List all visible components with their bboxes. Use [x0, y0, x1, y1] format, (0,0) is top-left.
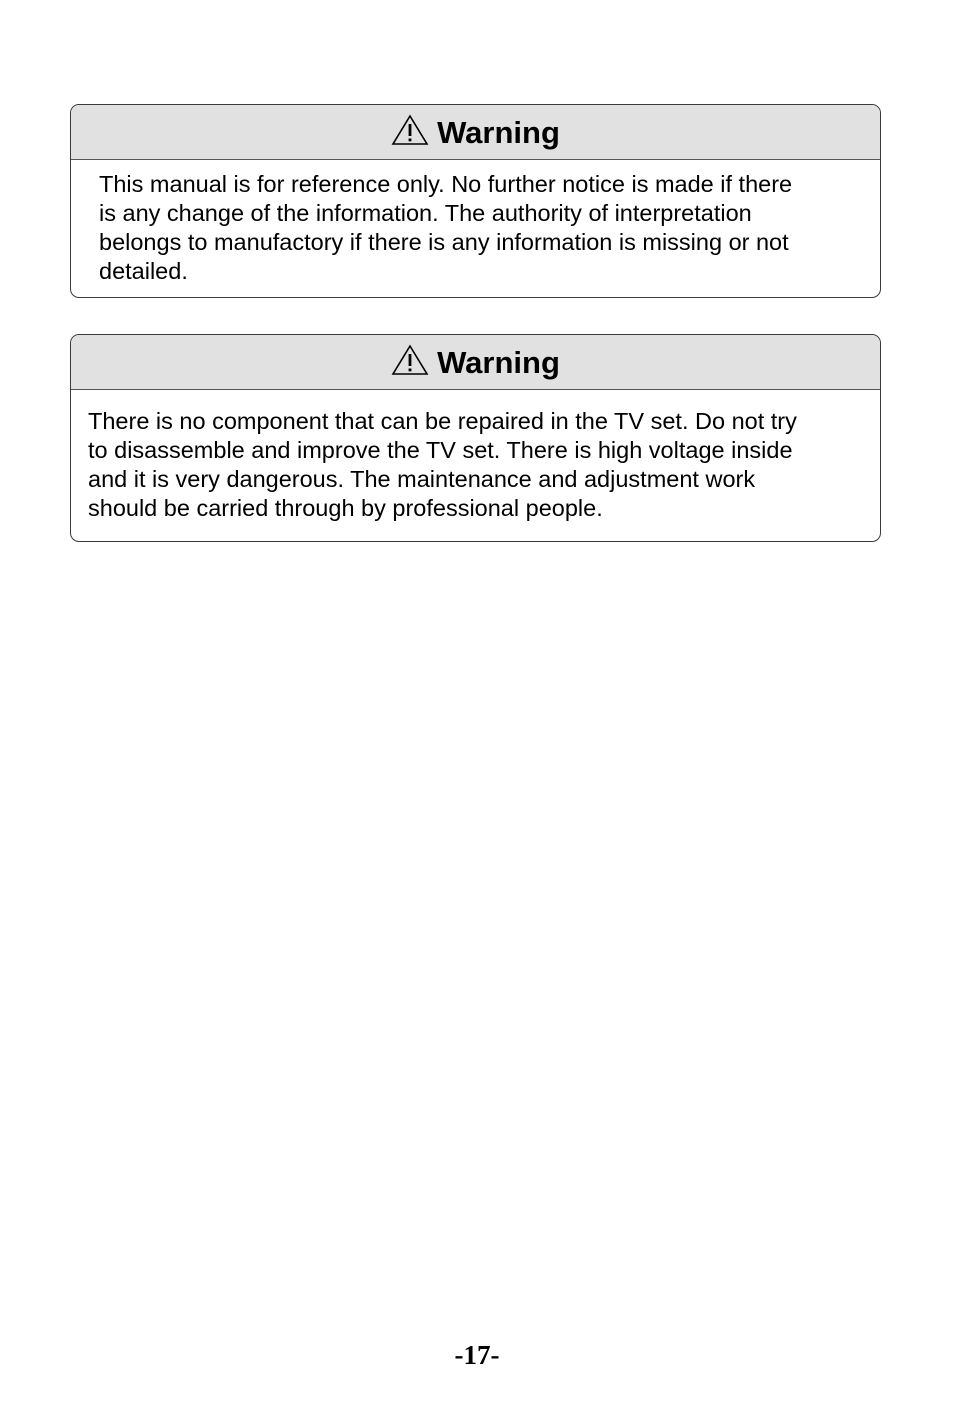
warning-text: There is no component that can be repaired in the TV set. Do not try to disassemble and improve the TV set. There is high voltage inside and it is very dangerous. The maintenance and adjustment work should be carried through by professional people. [88, 408, 797, 521]
warning-box-manual-notice [70, 104, 881, 298]
warning-triangle-icon [391, 344, 429, 376]
warning-title: Warning [437, 344, 560, 380]
warning-header [71, 105, 880, 160]
warning-text: This manual is for reference only. No further notice is made if there is any change of the information. The authority of interpretation belongs to manufactory if there is any information is missing or not detailed. [99, 171, 793, 284]
warning-box-high-voltage [70, 334, 881, 542]
warning-triangle-icon [391, 114, 429, 146]
warning-header [71, 335, 880, 390]
warning-title: Warning [437, 114, 560, 150]
page-number: -17- [454, 1340, 500, 1370]
